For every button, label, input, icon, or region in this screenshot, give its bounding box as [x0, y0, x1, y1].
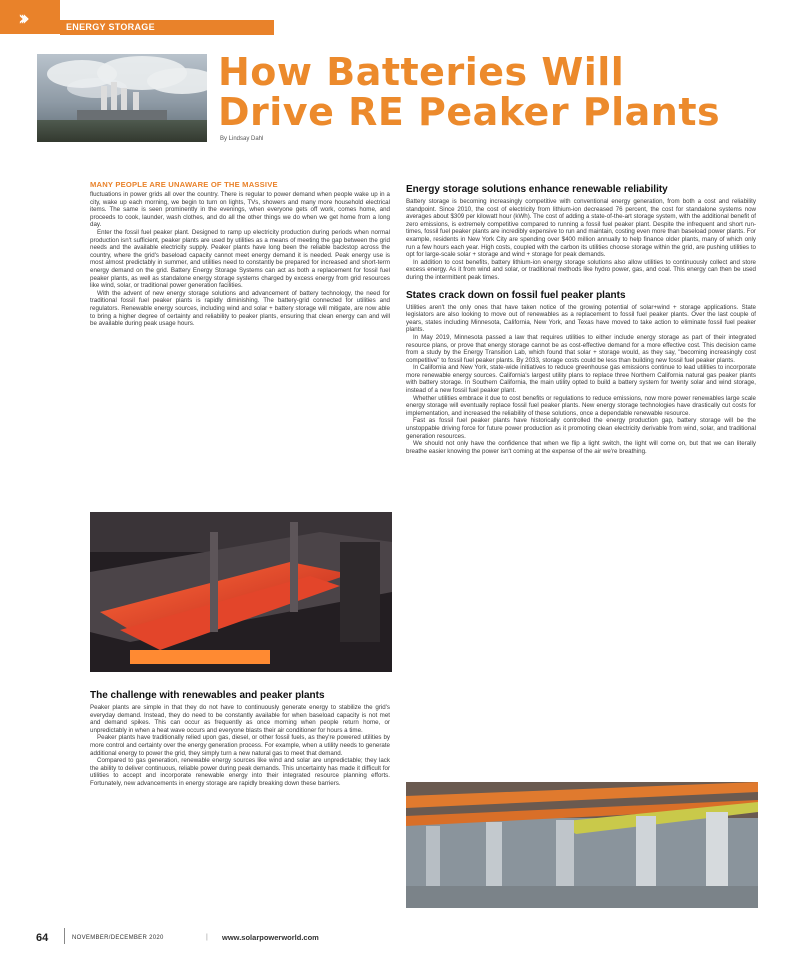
issue-date: NOVEMBER/DECEMBER 2020: [72, 935, 164, 941]
article-title: [218, 52, 778, 132]
chevron-right-icon: ›››: [18, 6, 24, 30]
paragraph: Battery storage is becoming increasingly competitive with conventional energy generation, from both a cost and reliability standpoint. Since 2010, the cost of electricity from lithium-ion decreased 76 percent, the cost for standalone systems now averages about $309 per kilowatt hour (kWh). The cost of adding a state-of-the-art storage system, with the additional benefit of zero emissions, is extremely competitive compared to running a fossil fuel peaker plant. Despite the infrequent and short run-times, fossil fuel peaker plants are incredibly expensive to run and maintain, costing even more than baseload power plants. For example, residents in New York City are spending over $400 million annually to help finance older plants, many of which only run a few hours each year. High costs, coupled with the carbon its utilities choose storage within the grid, are pushing utilities to opt for large-scale solar + storage and wind + storage for peak demands.: [406, 198, 756, 259]
paragraph: Fast as fossil fuel peaker plants have historically controlled the energy production gap, battery storage will be the unstoppable driving force for future power production as it promoting clean electricity derivable from wind, solar, and traditional generation resources.: [406, 417, 756, 440]
footer-divider: [64, 928, 65, 944]
section-heading: Energy storage solutions enhance renewable reliability: [406, 184, 668, 195]
paragraph: Whether utilities embrace it due to cost benefits or regulations to reduce emissions, now more power renewables large scale energy storage will eventually replace fossil fuel peaker plants. New energy storage technologies have drastically cut costs for implementation, and increased the reliability of these solutions, once a dependable renewable resource.: [406, 394, 756, 417]
section-heading: States crack down on fossil fuel peaker plants: [406, 289, 626, 301]
battery-factory-photo: [90, 512, 392, 672]
lead-heading: MANY PEOPLE ARE UNAWARE OF THE MASSIVE: [90, 180, 278, 189]
paragraph: Peaker plants have traditionally relied upon gas, diesel, or other fossil fuels, as they're powered utilities by more control and certainty over the energy generation process. For example, when a utility needs to generate additional energy to power the grid, they simply turn a new natural gas to meet that demand.: [90, 734, 390, 757]
paragraph: In May 2019, Minnesota passed a law that requires utilities to either include energy storage as part of their integrated resource plans, or prove that energy storage cannot be as cost-effective demand for a more effective cost. This decision came from a study by the Energy Transition Lab, which found that solar + storage would, as they say, "becoming increasingly cost competitive" to fossil fuel peaker plants. By 2033, storage costs could be less than building new fossil fuel peaker plants.: [406, 333, 756, 364]
website-link[interactable]: www.solarpowerworld.com: [222, 933, 319, 942]
paragraph: Utilities aren't the only ones that have taken notice of the growing potential of solar+wind + storage applications. State legislators are also looking to move out of renewables as a replacement to fossil fuel peaker plants. Over the last couple of years, states including Minnesota, California, New York, and Texas have moved to take action to eliminate fossil fuel peaker plants.: [406, 303, 756, 334]
paragraph: Peaker plants are simple in that they do not have to continuously generate energy to stabilize the grid's everyday demand. Instead, they do need to be constantly available for when baseload capacity is not met and demand spikes. This can occur as frequently as once morning when people return home, or unpredictably in when a heat wave occurs and everyone blasts their air conditioner for hours a time.: [90, 704, 390, 734]
page-number: 64: [36, 932, 49, 944]
section-tag: ENERGY STORAGE: [60, 20, 274, 34]
left-column-challenge: [90, 690, 390, 788]
right-column: [406, 184, 756, 455]
section-heading: The challenge with renewables and peaker plants: [90, 690, 325, 701]
paragraph: Compared to gas generation, renewable energy sources like wind and solar are unpredictable; they lack the ability to deliver continuous, reliable power during peak demands. This uncertainty has made it difficult for utilities to accept and incorporate renewable energy into their integrated resource planning efforts. Fortunately, new advancements in energy storage are rapidly breaking down these barriers.: [90, 757, 390, 787]
paragraph: Enter the fossil fuel peaker plant. Designed to ramp up electricity production during periods when normal production isn't sufficient, peaker plants are used by utilities as a means of meeting the gap between the grid needs and the available electricity supply. Peaker plants have long been the reliable backstop across the country, where the grid's baseload capacity cannot meet energy demand it is needed. Peak energy use is most almost predictably in summer, and utilities need to constantly be prepared for increased and short-term energy demand on the grid. Battery Energy Storage Systems can act as both a replacement for fossil fuel peaker plants, as well as standalone energy storage systems charged by excess energy from grid resources like wind, solar, or traditional power generation facilities.: [90, 228, 390, 290]
warehouse-photo: [406, 782, 758, 908]
paragraph: In California and New York, state-wide initiatives to reduce greenhouse gas emissions continue to lead utilities to incorporate more renewable energy sources. California's largest utility plans to replace three Northern California natural gas peaker plants with battery storage. In Southern California, the main utility opted to build a battery system for twenty solar and wind storage, instead of a new fossil fuel peaker plant.: [406, 364, 756, 395]
section-rule: [60, 34, 274, 35]
paragraph: We should not only have the confidence that when we flip a light switch, the light will come on, but that we can literally breathe easier knowing the power isn't coming at the expense of the air we're breathing.: [406, 440, 756, 455]
paragraph: fluctuations in power grids all over the country. There is regular to power demand when people wake up in a city, wake up each morning, we begin to turn on lights, TVs, showers and many more household electrical items. The same is seen prominently in the evenings, when everyone gets off work, comes home, and proceeds to cook, launder, wash clothes, and do all the other things we do when we get home from a long day.: [90, 191, 390, 229]
title-line-1: How Batteries Will: [218, 50, 625, 94]
section-corner-tab: [0, 0, 60, 34]
byline: By Lindsay Dahl: [220, 136, 264, 142]
paragraph: With the advent of new energy storage solutions and advancement of battery technology, the need for traditional fossil fuel peaker plants is rapidly diminishing. The battery-grid connected for utilities and regulators. Renewable energy sources, including wind and solar + battery storage will mitigate, are now able to bring a higher degree of certainty and reliability to peaker plants, ensuring that clean energy can and will be available during peak usage hours.: [90, 289, 390, 328]
paragraph: In addition to cost benefits, battery lithium-ion energy storage solutions also allow utilities to continuously collect and store excess energy. As it from wind and solar, or traditional methods like hydro power, gas, and coal. This energy can then be used during the intermittent peak times.: [406, 258, 756, 281]
power-plant-photo: [37, 54, 207, 142]
title-line-2: Drive RE Peaker Plants: [218, 90, 721, 134]
left-column-lead: [90, 180, 390, 328]
footer-separator: |: [206, 934, 208, 941]
